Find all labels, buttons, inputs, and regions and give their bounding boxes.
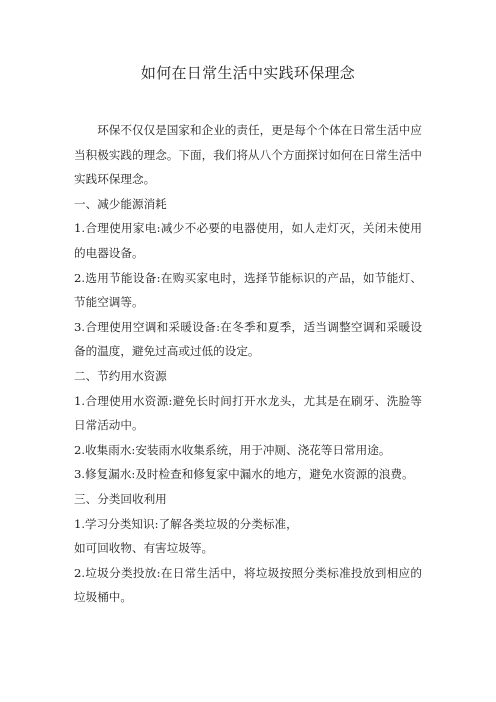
list-item: 1.学习分类知识:了解各类垃圾的分类标准， xyxy=(74,516,298,531)
list-item: 2.选用节能设备:在购买家电时，选择节能标识的产品，如节能灯、节能空调等。 xyxy=(74,270,422,310)
list-item: 1.合理使用家电:减少不必要的电器使用，如人走灯灭，关闭未使用的电器设备。 xyxy=(74,221,422,260)
section-energy xyxy=(74,192,422,364)
list-item: 3.修复漏水:及时检查和修复家中漏水的地方，避免水资源的浪费。 xyxy=(74,467,414,482)
list-item: 3.合理使用空调和采暖设备:在冬季和夏季，适当调整空调和采暖设备的温度，避免过高或过低的设定。 xyxy=(74,319,422,359)
list-item: 2.垃圾分类投放:在日常生活中，将垃圾按照分类标准投放到相应的垃圾桶中。 xyxy=(74,565,422,605)
section-heading: 二、节约用水资源 xyxy=(74,368,167,383)
section-heading: 一、减少能源消耗 xyxy=(74,196,167,211)
section-recycling xyxy=(74,487,422,610)
section-water xyxy=(74,364,422,487)
list-item: 2.收集雨水:安装雨水收集系统，用于冲厕、浇花等日常用途。 xyxy=(74,442,391,457)
document-title: 如何在日常生活中实践环保理念 xyxy=(140,64,356,82)
section-heading: 三、分类回收利用 xyxy=(74,491,167,506)
list-item: 1.合理使用水资源:避免长时间打开水龙头，尤其是在刷牙、洗脸等日常活动中。 xyxy=(74,393,422,433)
intro-paragraph: 环保不仅仅是国家和企业的责任，更是每个个体在日常生活中应当积极实践的理念。下面，我们将从八个方面探讨如何在日常生活中实践环保理念。 xyxy=(74,123,422,187)
list-item: 如可回收物、有害垃圾等。 xyxy=(74,541,214,556)
